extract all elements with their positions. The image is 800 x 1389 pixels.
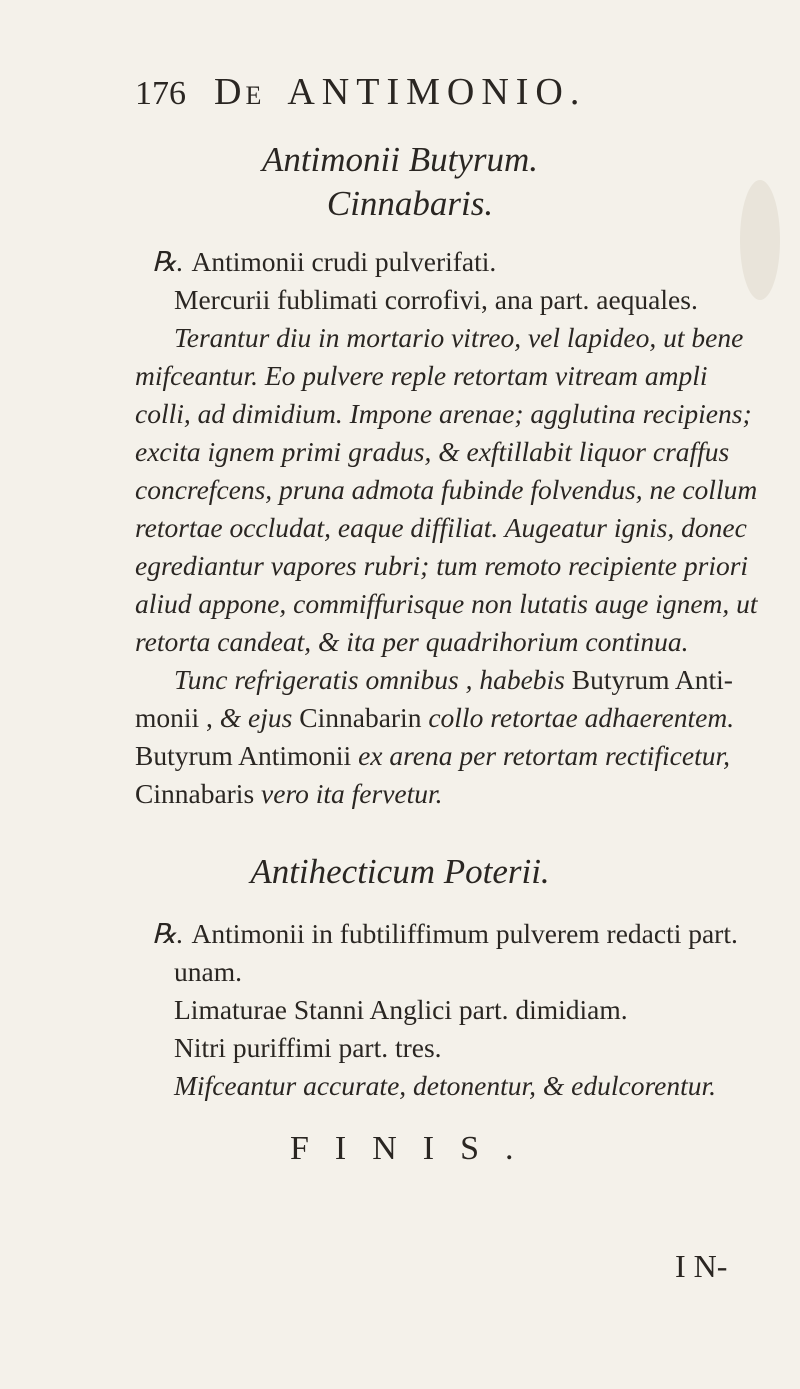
recipe-line: Mercurii fublimati corrofivi, ana part. aequales. bbox=[174, 284, 698, 315]
running-header bbox=[135, 70, 695, 114]
section-subtitle: Cinnabaris. bbox=[326, 184, 494, 223]
recipe-line: Nitri puriffimi part. tres. bbox=[174, 1032, 442, 1063]
text-line: retortae occludat, eaque diffiliat. Augeatur ignis, donec bbox=[135, 512, 747, 543]
section-title: Antimonii Butyrum. bbox=[261, 140, 539, 179]
text-line: retorta candeat, & ita per quadrihorium continua. bbox=[135, 626, 689, 657]
text-line: Terantur diu in mortario vitreo, vel lapideo, ut bene bbox=[174, 322, 744, 353]
text-line: Cinnabaris vero ita fervetur. bbox=[135, 778, 443, 809]
text-line: Mifceantur accurate, detonentur, & edulcorentur. bbox=[174, 1070, 716, 1101]
text-line: egrediantur vapores rubri; tum remoto recipiente priori bbox=[135, 550, 749, 581]
section-title-2: Antihecticum Poterii. bbox=[250, 852, 550, 891]
text-line: mifceantur. Eo pulvere reple retortam vitream ampli bbox=[135, 360, 708, 391]
text-line: Butyrum Antimonii ex arena per retortam rectificetur, bbox=[135, 740, 730, 771]
recipe-line: ℞. Antimonii crudi pulverifati. bbox=[152, 246, 497, 277]
recipe-line: Limaturae Stanni Anglici part. dimidiam. bbox=[174, 994, 628, 1025]
finis: FINIS. bbox=[290, 1130, 540, 1167]
recipe-line: ℞. Antimonii in fubtiliffimum pulverem redacti part. bbox=[152, 918, 738, 949]
text-line: colli, ad dimidium. Impone arenae; agglutina recipiens; bbox=[135, 398, 752, 429]
text-line: aliud appone, commiffurisque non lutatis auge ignem, ut bbox=[135, 588, 758, 619]
recipe-line: unam. bbox=[174, 956, 242, 987]
text-line: concrefcens, pruna admota fubinde folvendus, ne collum bbox=[135, 474, 758, 505]
header-de: DE bbox=[214, 71, 266, 113]
text-line: monii , & ejus Cinnabarin collo retortae adhaerentem. bbox=[135, 702, 735, 733]
header-subject: ANTIMONIO. bbox=[287, 71, 587, 113]
text-line: Tunc refrigeratis omnibus , habebis Butyrum Anti- bbox=[174, 664, 733, 695]
page-number: 176 bbox=[135, 75, 186, 112]
text-line: excita ignem primi gradus, & exftillabit liquor craffus bbox=[135, 436, 730, 467]
catchword: I N- bbox=[675, 1248, 728, 1284]
